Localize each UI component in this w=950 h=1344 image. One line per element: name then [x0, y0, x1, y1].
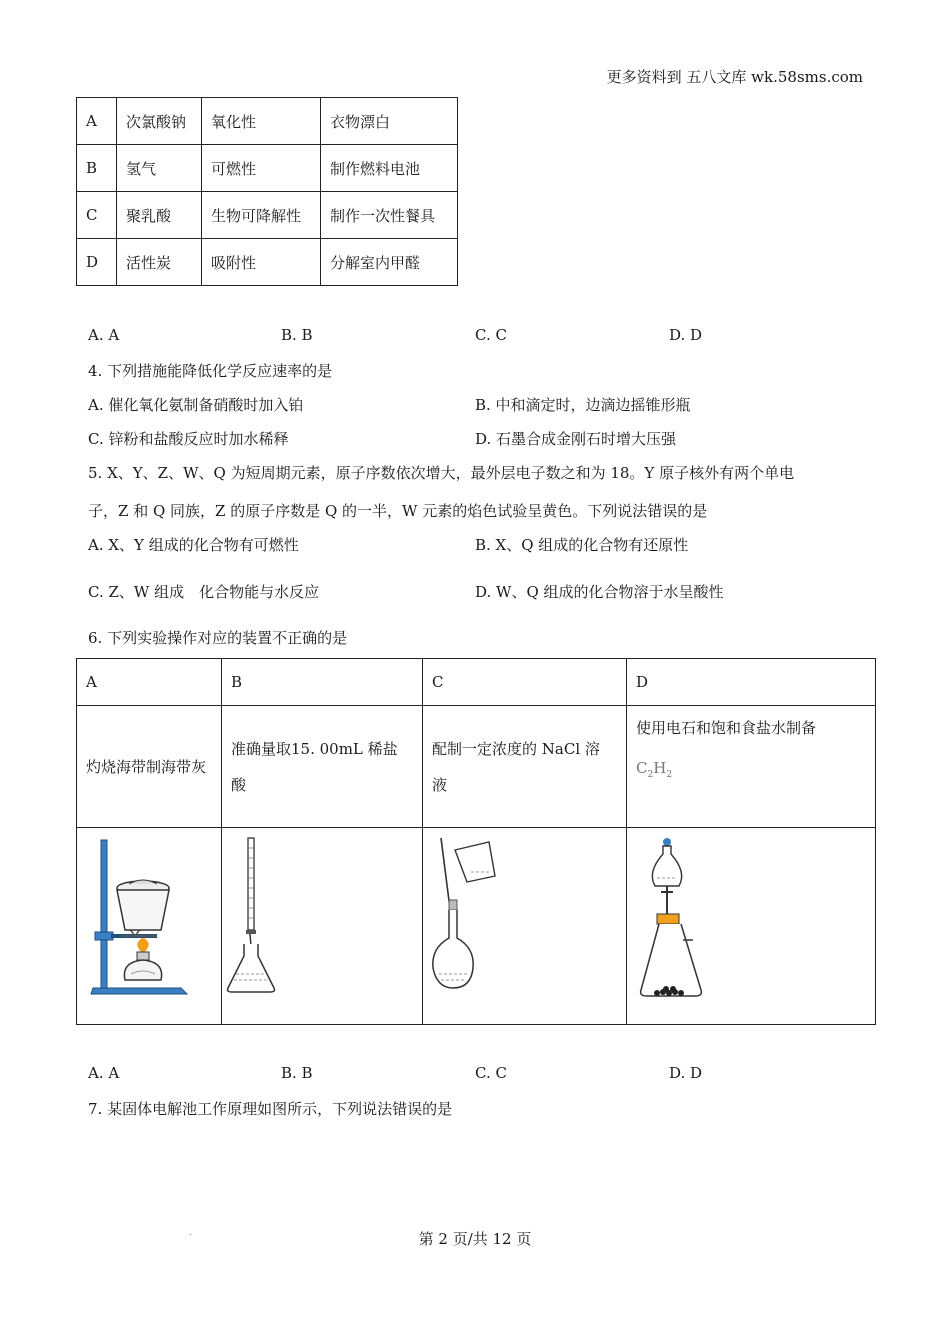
desc-cell-c [423, 706, 627, 828]
table-cell: B [77, 145, 117, 192]
option-c[interactable]: C. C [475, 326, 507, 344]
q6-stem: 6. 下列实验操作对应的装置不正确的是 [88, 629, 348, 647]
desc-cell-a [77, 706, 222, 828]
volumetric-flask-apparatus [423, 828, 626, 1024]
desc-cell-b [222, 706, 423, 828]
option-a[interactable]: A. A [88, 326, 120, 344]
figure-cell-b [222, 828, 423, 1025]
desc-cell-d [627, 706, 876, 828]
alcohol-lamp-icon [124, 952, 161, 980]
footer-dot: . [189, 1228, 192, 1237]
header-note: 更多资料到 五八文库 wk.58sms.com [606, 68, 863, 86]
option-d[interactable]: D. D [669, 326, 703, 344]
q4-option-a[interactable]: A. 催化氧化氨制备硝酸时加入铂 [88, 396, 304, 414]
q4-option-d[interactable]: D. 石墨合成金刚石时增大压强 [475, 430, 677, 448]
q5-option-c[interactable]: C. Z、W 组成 化合物能与水反应 [88, 583, 320, 601]
beaker-icon [455, 842, 495, 882]
table-cell: 制作燃料电池 [321, 145, 458, 192]
table-cell: 生物可降解性 [202, 192, 321, 239]
table-cell: 可燃性 [202, 145, 321, 192]
apparatus-table [76, 658, 876, 1025]
crucible-icon [117, 880, 169, 930]
q5-option-a[interactable]: A. X、Y 组成的化合物有可燃性 [88, 536, 299, 554]
stopper-icon [657, 914, 679, 924]
table-cell: 活性炭 [117, 239, 202, 286]
conical-flask-icon [641, 924, 702, 996]
table-row [77, 659, 876, 706]
formula-sub2: 2 [666, 770, 673, 780]
table-row [77, 239, 458, 286]
option-b[interactable]: B. B [281, 326, 313, 344]
figure-cell-c [423, 828, 627, 1025]
figure-cell-a [77, 828, 222, 1025]
volumetric-flask-icon [433, 900, 473, 988]
desc-c-line2: 液 [432, 775, 448, 794]
q4-option-c[interactable]: C. 锌粉和盐酸反应时加水稀释 [88, 430, 289, 448]
formula-h: H [653, 759, 667, 777]
formula-c: C [636, 759, 648, 777]
q5-option-d[interactable]: D. W、Q 组成的化合物溶于水呈酸性 [475, 583, 724, 601]
option-b[interactable]: B. B [281, 1064, 313, 1082]
option-c[interactable]: C. C [475, 1064, 507, 1082]
header-cell-b: B [222, 659, 423, 706]
table-cell: 氢气 [117, 145, 202, 192]
burette-icon [246, 838, 256, 946]
substance-property-table [76, 97, 458, 286]
header-cell-a: A [77, 659, 222, 706]
table-cell: 制作一次性餐具 [321, 192, 458, 239]
figure-cell-d [627, 828, 876, 1025]
table-cell: 氧化性 [202, 98, 321, 145]
table-row [77, 98, 458, 145]
table-cell: 次氯酸钠 [117, 98, 202, 145]
q6-options [88, 1064, 868, 1086]
header-cell-c: C [423, 659, 627, 706]
conical-flask-icon [228, 944, 275, 992]
table-cell: D [77, 239, 117, 286]
table-row [77, 828, 876, 1025]
desc-b-line1: 准确量取15. 00mL 稀盐 [231, 739, 398, 758]
table-cell: 吸附性 [202, 239, 321, 286]
desc-b-line2: 酸 [231, 775, 247, 794]
option-a[interactable]: A. A [88, 1064, 120, 1082]
q7-stem: 7. 某固体电解池工作原理如图所示，下列说法错误的是 [88, 1100, 453, 1118]
table-row [77, 706, 876, 828]
header-cell-d: D [627, 659, 876, 706]
acetylene-generator-apparatus [627, 828, 875, 1024]
desc-d-line1: 使用电石和饱和食盐水制备 [636, 719, 817, 737]
table-cell: 聚乳酸 [117, 192, 202, 239]
page-number: 第 2 页/共 12 页 [418, 1230, 532, 1248]
flame-icon [137, 938, 149, 952]
burette-titration-apparatus [222, 828, 422, 1024]
desc-c-line1: 配制一定浓度的 NaCl 溶 [432, 739, 600, 758]
table-cell: C [77, 192, 117, 239]
table-row [77, 145, 458, 192]
separatory-funnel-icon [652, 838, 681, 920]
q5-stem-line2: 子，Z 和 Q 同族，Z 的原子序数是 Q 的一半，W 元素的焰色试验呈黄色。下列说法错误的是 [88, 502, 708, 520]
formula-sub1: 2 [647, 770, 654, 780]
table-cell: A [77, 98, 117, 145]
option-d[interactable]: D. D [669, 1064, 703, 1082]
table-cell: 分解室内甲醛 [321, 239, 458, 286]
q4-stem: 4. 下列措施能降低化学反应速率的是 [88, 362, 333, 380]
q3-options [88, 326, 868, 348]
desc-d-formula [636, 750, 866, 793]
table-row [77, 192, 458, 239]
q5-stem-line1: 5. X、Y、Z、W、Q 为短周期元素，原子序数依次增大，最外层电子数之和为 18。Y 原子核外有两个单电 [88, 464, 795, 482]
table-cell: 衣物漂白 [321, 98, 458, 145]
q4-option-b[interactable]: B. 中和滴定时，边滴边摇锥形瓶 [475, 396, 691, 414]
crucible-burning-apparatus [77, 828, 221, 1024]
q5-option-b[interactable]: B. X、Q 组成的化合物有还原性 [475, 536, 689, 554]
desc-a: 灼烧海带制海带灰 [86, 757, 207, 776]
